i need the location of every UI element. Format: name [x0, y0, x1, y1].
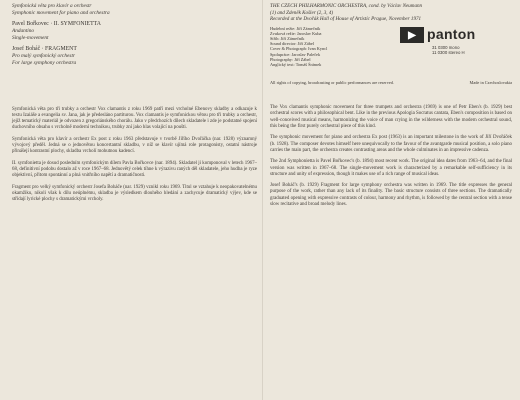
credit-line: Andantino [12, 28, 35, 35]
column-divider [262, 0, 263, 400]
catalog-number: 31 0300 mono [432, 45, 460, 50]
credit-line: Pro malý symfonický orchestr [12, 53, 76, 60]
tech-credit: Hudební režie: Jiří Zámečník [270, 25, 321, 31]
notes-paragraph: The symphonic movement for piano and orchestra Ex post (1963) is an important milestone in the work of Jiří Dvořáček (b. 1928). The composer devotes himself here unequivocally to the favour of the avantgarde musical position, a solo piano carries the main part, the orchestra creates contrasting areas and the whole culminates in an impressive cadenza. [270, 135, 512, 153]
czech-notes [12, 107, 257, 204]
credit-line: Symphonic movement for piano and orchestra [12, 9, 110, 16]
notes-paragraph: Symfonická věta pro klavír a orchestr Ex post z roku 1963 představuje v tvorbě Jiřího Dvořáčka (nar. 1928) významný vývojový předěl. Jedná se o jednovětou koncertantní skladbu, v níž se klavír ujímá role protagonisty, ostatní nástroje přinášejí kontrastní plochy, skladba vrcholí mohutnou kadencí. [12, 136, 257, 155]
tech-credit: Zvuková režie: Jaroslav Kuba [270, 30, 322, 36]
recording-credits [270, 3, 512, 67]
notes-paragraph: Symfonická věta pro tři trubky a orchestr Vox clamantis z roku 1969 patří mezi vrcholné Ebenovy skladby a odkazuje k textu Izaiáše a evangelia sv. Jana, jak je předesláno partiturou. Vox clamantis je symfonickou větou pro tři trubky a orchestr, jejíž tematický materiál je odvozen z gregoriánského chorálu. Jako v předchozích dílech skladatele i zde je podstatné spojení duchovního obsahu s vrcholně moderní technikou, trubky zní jako hlas volající na poušti. [12, 106, 257, 131]
notes-paragraph: Fragment pro velký symfonický orchestr Josefa Boháče (nar. 1929) vznikl roku 1969. Titul se vztahuje k neopakovatelnému okamžiku, nikoli však k dílu neúplnému, skladba je výsledkem dlouhého hledání a zachycuje dramatický výjev, kde se střídají lyrické plochy s dramatickými vrcholy. [12, 184, 257, 203]
credit-line: Symfonická věta pro klavír a orchestr [12, 3, 92, 9]
rights-text: All rights of copying, broadcasting or public performances are reserved. [270, 80, 394, 85]
notes-paragraph: The 2nd Symphonietta is Pavel Bořkovec's (b. 1894) most recent work. The original idea dates from 1963–64, and the final version was written in 1967–68. The single-movement work is characterized by a remarkable self-sufficiency in its structure and unity of expression, though it makes use of a rich range of musical ideas. [270, 159, 512, 177]
right-column [270, 0, 512, 213]
tech-credit: Střih: Jiří Zámečník [270, 35, 305, 41]
notes-paragraph: The Vox clamantis symphonic movement for three trumpets and orchestra (1969) is one of Petr Eben's (b. 1929) best orchestral scores with a philosophical bent. Like in the previous Apologia Socratus cantata, Eben's composition is based on well-conceived musical means, harmonizing the voice of man crying in the wilderness with the modern orchestral sound, this being the first purely orchestral piece of this kind. [270, 105, 512, 130]
rights-line [270, 80, 512, 85]
notes-paragraph: Josef Boháč's (b. 1929) Fragment for large symphony orchestra was written in 1969. The title expresses the general purpose of the work, rather than any lack of its finality. The basic structure consists of three sections. The dramatically graduated opening with expressive contrasts of colour, harmony and rhythm, is followed by the central section with a tense slow recitative and broad melody lines. [270, 183, 512, 207]
orchestra-line: THE CZECH PHILHARMONIC ORCHESTRA, cond. by Václav Neumann [270, 3, 423, 9]
technical-credits [270, 26, 395, 68]
left-column [12, 0, 257, 208]
notes-paragraph: II. symfonietta je dosud posledním symfonickým dílem Pavla Bořkovce (nar. 1894). Skladatel ji komponoval v letech 1967–68, definitivní podobu dostalo až v roce 1967–68. Jednovětý celek tíhne k výrazivu raných děl skladatele, jeho hudba je ryze objektivní, přitom spontánní a plná vnitřního napětí a dramatičnosti. [12, 160, 257, 179]
credit-line: Single-movement [12, 34, 49, 41]
work-title: Pavel Bořkovec · II. SYMFONIETTA [12, 21, 101, 28]
catalog-number: 11 0300 stereo H [432, 50, 465, 56]
tech-credit: Anglický text: Tomáš Šrámek [270, 61, 322, 67]
tech-credit: Photography: Jiří Zábel [270, 56, 311, 62]
panton-wordmark: panton [427, 26, 476, 42]
credit-line: For large symphony orchestra [12, 59, 77, 66]
recording-line: Recorded at the Dvořák Hall of House of Artistic Prague, November 1971 [270, 16, 422, 22]
english-notes [270, 105, 512, 208]
work-credits [12, 3, 257, 67]
panton-logo-icon: ▶ [400, 27, 424, 43]
tech-credit: Sound director: Jiří Zábel [270, 41, 315, 47]
tech-credit: Spolupráce: Jaroslav Paleček [270, 51, 321, 57]
work-title: Josef Boháč · FRAGMENT [12, 46, 77, 53]
catalog-numbers [432, 45, 465, 55]
tech-credit: Cover & Photograph: Ivan Kyncl [270, 46, 328, 52]
made-in-text: Made in Czechoslovakia [469, 80, 512, 85]
orchestra-line: (1) and Zdeněk Košler (2, 3, 4) [270, 9, 334, 16]
